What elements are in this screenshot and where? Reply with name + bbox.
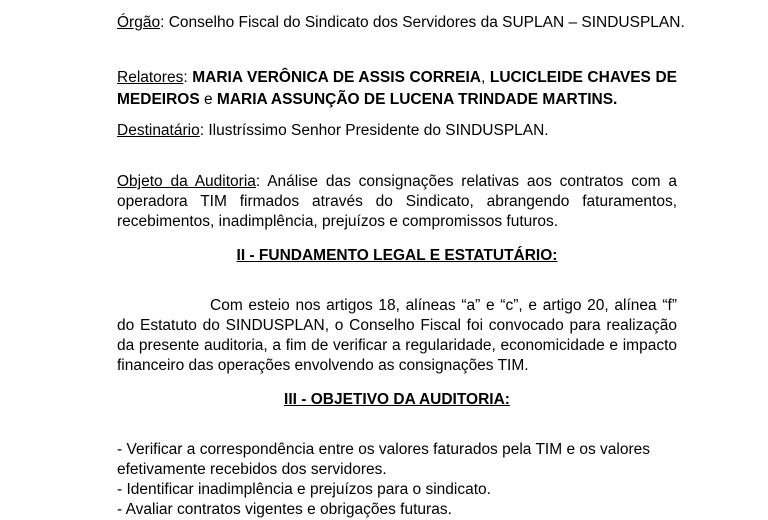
list-item: - Avaliar contratos vigentes e obrigações futuras.: [117, 501, 452, 518]
list-item: - Identificar inadimplência e prejuízos para o sindicato.: [117, 481, 491, 498]
destinatario-label: Destinatário: [117, 122, 200, 139]
relatores-separator: ,: [480, 69, 490, 86]
section-2-heading: II - FUNDAMENTO LEGAL E ESTATUTÁRIO:: [236, 247, 558, 264]
relatores-label: Relatores: [117, 69, 184, 86]
orgao-line: [117, 14, 685, 32]
objeto-text: : Análise das consignações relativas aos contratos com a operadora TIM firmados através do Sindicato, abrangendo faturamentos, recebimentos, inadimplência, prejuízos e compromissos futuros.: [117, 173, 677, 230]
relatores-separator: :: [183, 69, 193, 86]
relator-name-2: LUCICLEIDE CHAVES DE MEDEIROS: [117, 69, 677, 108]
relator-name-3: MARIA ASSUNÇÃO DE LUCENA TRINDADE MARTINS.: [216, 91, 618, 108]
list-item: - Verificar a correspondência entre os valores faturados pela TIM e os valores efetivamente recebidos dos servidores.: [117, 441, 651, 478]
destinatario-line: [117, 122, 549, 140]
section-3-list: [117, 440, 677, 520]
section-2-paragraph: Com esteio nos artigos 18, alíneas “a” e “c”, e artigo 20, alínea “f” do Estatuto do SINDUSPLAN, o Conselho Fiscal foi convocado para realização da presente auditoria, a fim de verificar a regularidade, economicidade e impacto financeiro das operações envolvendo as consignações TIM.: [117, 297, 677, 374]
section-3-heading: III - OBJETIVO DA AUDITORIA:: [284, 391, 510, 408]
destinatario-text: : Ilustríssimo Senhor Presidente do SINDUSPLAN.: [199, 122, 549, 139]
relator-name-1: MARIA VERÔNICA DE ASSIS CORREIA: [192, 69, 481, 86]
orgao-text: : Conselho Fiscal do Sindicato dos Servidores da SUPLAN – SINDUSPLAN.: [160, 14, 685, 31]
relatores-separator: e: [199, 91, 217, 108]
relatores-paragraph: [117, 67, 677, 111]
orgao-label: Órgão: [117, 14, 161, 31]
objeto-paragraph: [117, 172, 677, 232]
objeto-label: Objeto da Auditoria: [117, 173, 256, 190]
